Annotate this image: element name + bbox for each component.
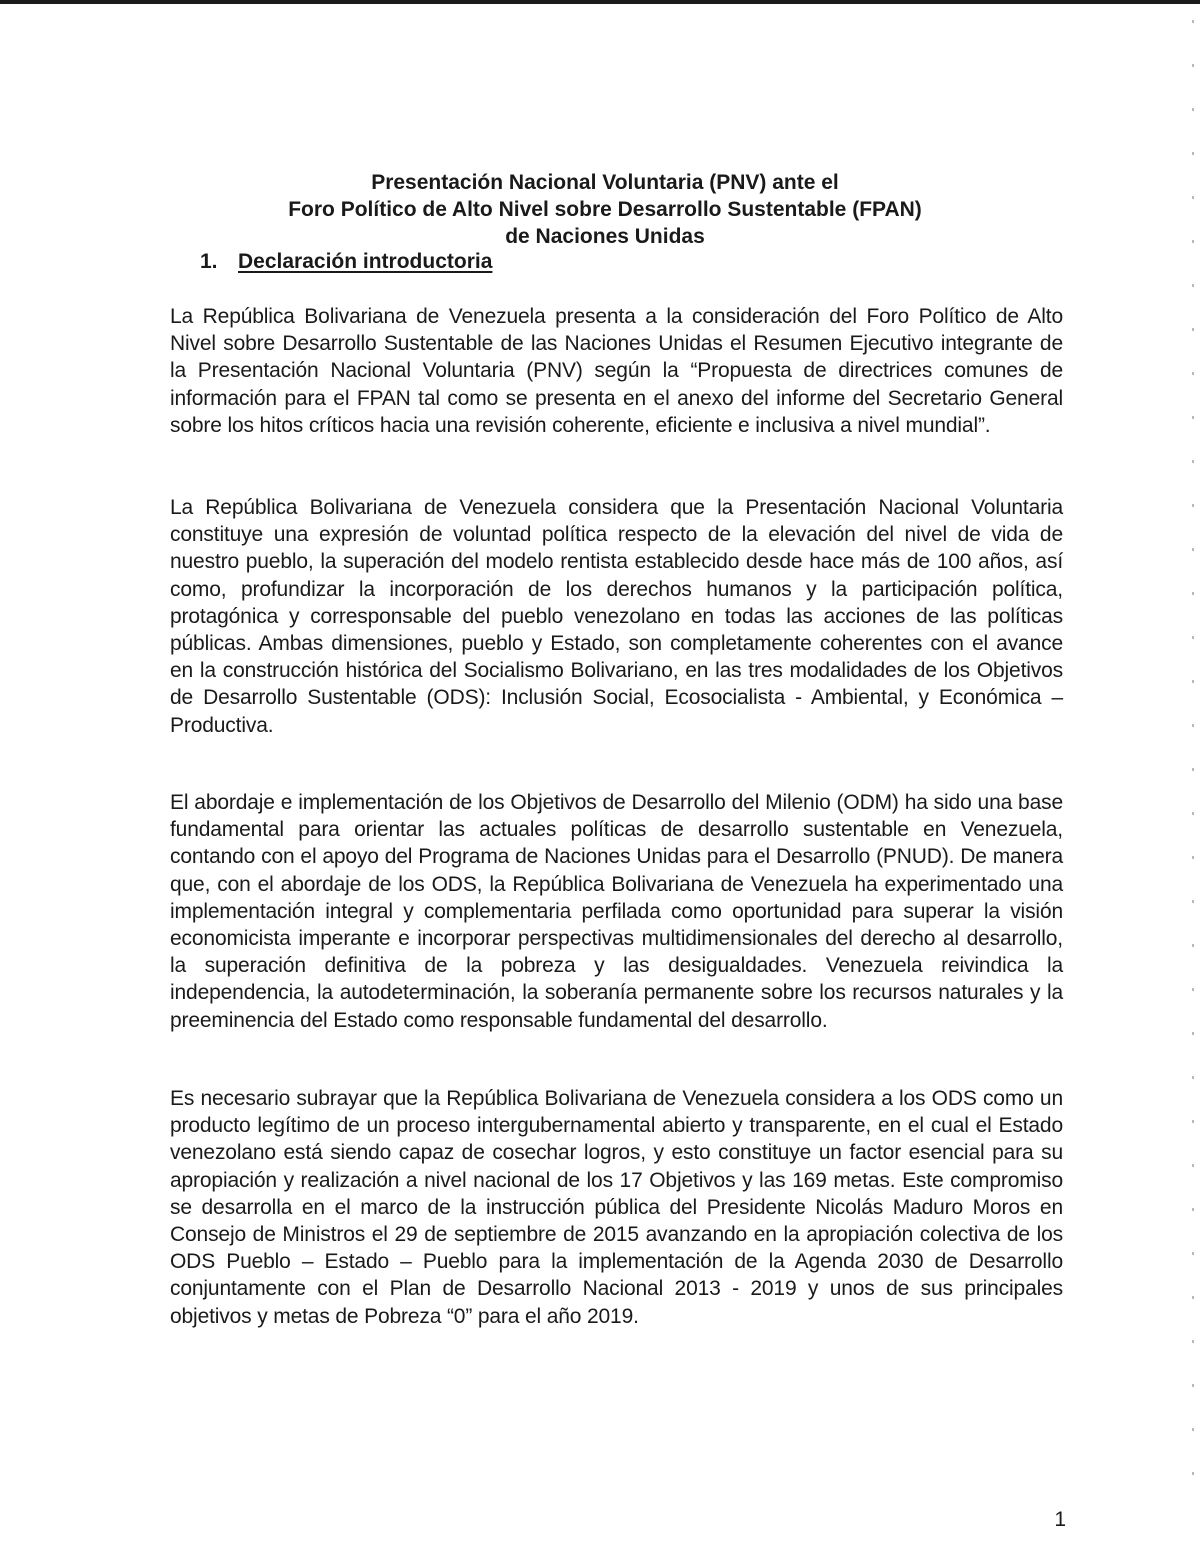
paragraph-1: La República Bolivariana de Venezuela presenta a la consideración del Foro Político de Alto Nivel sobre Desarrollo Sustentable de las Naciones Unidas el Resumen Ejecutivo integrante de la Presentación Nacional Voluntaria (PNV) según la “Propuesta de directrices comunes de información para el FPAN tal como se presenta en el anexo del informe del Secretario General sobre los hitos críticos hacia una revisión coherente, eficiente e inclusiva a nivel mundial”. xyxy=(170,305,1063,437)
section-heading xyxy=(200,248,492,275)
section-number: 1. xyxy=(200,250,218,273)
title-line-2: Foro Político de Alto Nivel sobre Desarrollo Sustentable (FPAN) xyxy=(288,198,922,221)
title-line-1: Presentación Nacional Voluntaria (PNV) ante el xyxy=(371,171,839,194)
page-number: 1 xyxy=(1054,1508,1066,1531)
paragraph-2: La República Bolivariana de Venezuela considera que la Presentación Nacional Voluntaria constituye una expresión de voluntad política respecto de la elevación del nivel de vida de nuestro pueblo, la superación del modelo rentista establecido desde hace más de 100 años, así como, profundizar la incorporación de los derechos humanos y la participación política, protagónica y corresponsable del pueblo venezolano en todas las acciones de las políticas públicas. Ambas dimensiones, pueblo y Estado, son completamente coherentes con el avance en la construcción histórica del Socialismo Bolivariano, en las tres modalidades de los Objetivos de Desarrollo Sustentable (ODS): Inclusión Social, Ecosocialista - Ambiental, y Económica – Productiva. xyxy=(170,496,1063,737)
paragraph-4: Es necesario subrayar que la República Bolivariana de Venezuela considera a los ODS como un producto legítimo de un proceso intergubernamental abierto y transparente, en el cual el Estado venezolano está siendo capaz de cosechar logros, y esto constituye un factor esencial para su apropiación y realización a nivel nacional de los 17 Objetivos y las 169 metas. Este compromiso se desarrolla en el marco de la instrucción pública del Presidente Nicolás Maduro Moros en Consejo de Ministros el 29 de septiembre de 2015 avanzando en la apropiación colectiva de los ODS Pueblo – Estado – Pueblo para la implementación de la Agenda 2030 de Desarrollo conjuntamente con el Plan de Desarrollo Nacional 2013 - 2019 y unos de sus principales objetivos y metas de Pobreza “0” para el año 2019. xyxy=(170,1087,1063,1328)
document-title xyxy=(180,169,1030,250)
title-line-3: de Naciones Unidas xyxy=(505,225,705,248)
paragraph-3: El abordaje e implementación de los Objetivos de Desarrollo del Milenio (ODM) ha sido una base fundamental para orientar las actuales políticas de desarrollo sustentable en Venezuela, contando con el apoyo del Programa de Naciones Unidas para el Desarrollo (PNUD). De manera que, con el abordaje de los ODS, la República Bolivariana de Venezuela ha experimentado una implementación integral y complementaria perfilada como oportunidad para superar la visión economicista imperante e incorporar perspectivas multidimensionales del derecho al desarrollo, la superación definitiva de la pobreza y las desigualdades. Venezuela reivindica la independencia, la autodeterminación, la soberanía permanente sobre los recursos naturales y la preeminencia del Estado como responsable fundamental del desarrollo. xyxy=(170,791,1063,1032)
section-title: Declaración introductoria xyxy=(238,250,493,273)
